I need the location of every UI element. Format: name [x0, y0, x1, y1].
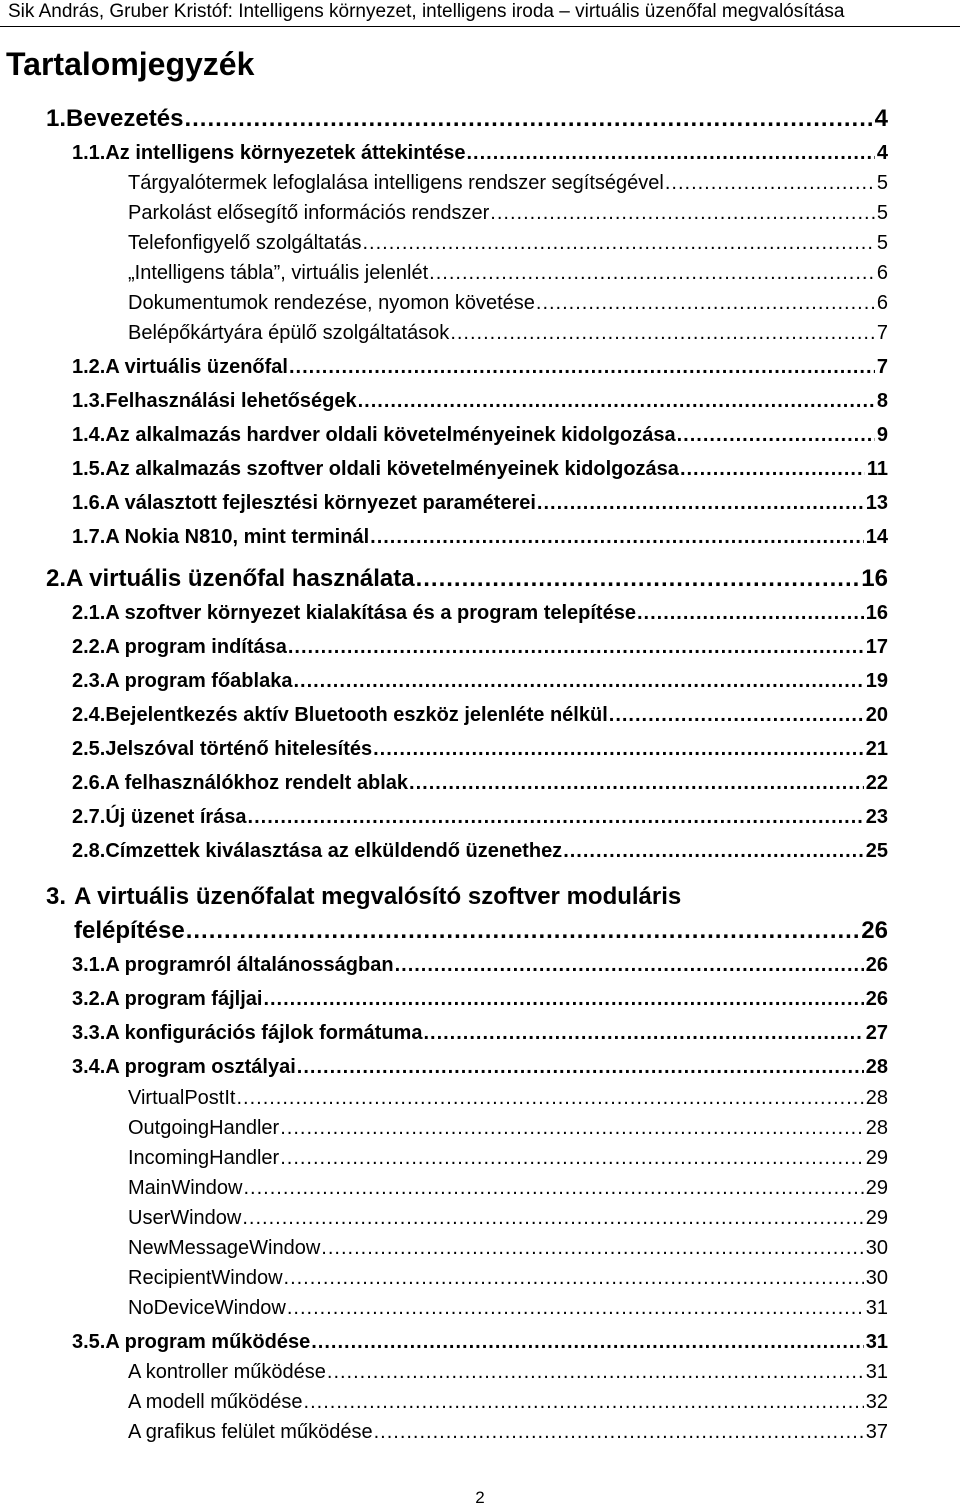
toc-entry-page: 19 — [865, 670, 888, 692]
toc-entry-title: felépítése — [74, 917, 185, 944]
toc-entry-title: „Intelligens tábla”, virtuális jelenlét — [128, 262, 429, 284]
toc-entry-number: 2. — [46, 565, 67, 592]
toc-entry[interactable] — [72, 986, 888, 1012]
toc-entry-page: 5 — [876, 232, 888, 254]
toc-entry-number: 3.5. — [72, 1331, 106, 1353]
toc-entry-leader-dots — [280, 1145, 864, 1171]
toc-entry-leader-dots — [429, 260, 875, 286]
toc-entry[interactable] — [72, 354, 888, 380]
toc-entry[interactable] — [128, 170, 888, 196]
toc-entry-number: 2.3. — [72, 670, 106, 692]
toc-entry-number: 1.2. — [72, 356, 106, 378]
toc-entry[interactable] — [46, 882, 888, 912]
toc-entry[interactable] — [72, 1020, 888, 1046]
toc-entry-title: Parkolást elősegítő információs rendszer — [128, 202, 490, 224]
toc-entry-page: 4 — [876, 142, 888, 164]
toc-entry-leader-dots — [293, 668, 863, 694]
toc-entry-number: 3.2. — [72, 988, 106, 1010]
toc-entry[interactable] — [72, 1329, 888, 1355]
toc-entry[interactable] — [74, 916, 888, 946]
toc-entry-title: Telefonfigyelő szolgáltatás — [128, 232, 362, 254]
toc-entry-page: 31 — [865, 1297, 888, 1319]
toc-entry-page: 20 — [865, 704, 888, 726]
toc-entry-leader-dots — [423, 1020, 863, 1046]
toc-entry-page: 27 — [865, 1022, 888, 1044]
page-header: Sik András, Gruber Kristóf: Intelligens környezet, intelligens iroda – virtuális üzenőfal megvalósítása — [8, 1, 845, 22]
toc-entry[interactable] — [128, 1295, 888, 1321]
toc-entry[interactable] — [72, 952, 888, 978]
toc-entry-leader-dots — [373, 736, 864, 762]
toc-entry-leader-dots — [327, 1359, 864, 1385]
page-number: 2 — [475, 1488, 485, 1507]
toc-entry-title: A program indítása — [105, 636, 287, 658]
toc-entry-number: 2.1. — [72, 602, 106, 624]
toc-entry-number: 1.5. — [72, 458, 106, 480]
toc-entry[interactable] — [72, 1054, 888, 1080]
toc-entry-page: 7 — [876, 322, 888, 344]
toc-entry-leader-dots — [490, 200, 875, 226]
toc-entry-page: 21 — [865, 738, 888, 760]
toc-entry-page: 5 — [876, 202, 888, 224]
toc-entry-title: A virtuális üzenőfal — [105, 356, 288, 378]
toc-entry-number: 1.3. — [72, 390, 106, 412]
toc-entry-leader-dots — [677, 422, 875, 448]
toc-entry-page: 6 — [876, 292, 888, 314]
toc-entry[interactable] — [128, 1205, 888, 1231]
toc-entry-page: 16 — [861, 565, 888, 592]
toc-entry-title: A Nokia N810, mint terminál — [105, 526, 370, 548]
toc-entry-leader-dots — [321, 1235, 863, 1261]
toc-entry-title: UserWindow — [128, 1207, 242, 1229]
toc-entry-title: Belépőkártyára épülő szolgáltatások — [128, 322, 450, 344]
toc-entry-leader-dots — [284, 1265, 864, 1291]
toc-entry-title: Tárgyalótermek lefoglalása intelligens rendszer segítségével — [128, 172, 664, 194]
toc-entry[interactable] — [72, 456, 888, 482]
toc-entry-leader-dots — [236, 1085, 863, 1111]
toc-entry-number: 2.4. — [72, 704, 106, 726]
toc-entry-title: Bejelentkezés aktív Bluetooth eszköz jelenléte nélkül — [105, 704, 608, 726]
toc-entry-title: Az alkalmazás szoftver oldali követelményeinek kidolgozása — [105, 458, 679, 480]
toc-entry-number: 1.6. — [72, 492, 106, 514]
toc-entry-leader-dots — [289, 354, 875, 380]
toc-entry-page: 28 — [865, 1056, 888, 1078]
toc-entry-number: 3. — [46, 883, 67, 910]
toc-entry-number: 1.4. — [72, 424, 106, 446]
toc-entry[interactable] — [128, 1235, 888, 1261]
toc-entry[interactable] — [128, 1115, 888, 1141]
toc-title: Tartalomjegyzék — [6, 46, 255, 82]
toc-entry-number: 2.8. — [72, 840, 106, 862]
toc-entry-page: 30 — [865, 1267, 888, 1289]
toc-entry-title: A virtuális üzenőfal használata — [66, 565, 415, 592]
toc-entry[interactable] — [46, 104, 888, 134]
toc-entry[interactable] — [128, 1389, 888, 1415]
toc-entry-title: RecipientWindow — [128, 1267, 283, 1289]
toc-entry-title: A program fájljai — [105, 988, 263, 1010]
toc-entry-number: 3.4. — [72, 1056, 106, 1078]
toc-entry[interactable] — [128, 290, 888, 316]
toc-entry-leader-dots — [358, 388, 875, 414]
toc-entry-title: A program működése — [105, 1331, 311, 1353]
toc-entry[interactable] — [128, 1419, 888, 1445]
header-rule — [0, 26, 960, 27]
toc-entry-leader-dots — [287, 1295, 864, 1321]
toc-entry-title: OutgoingHandler — [128, 1117, 280, 1139]
toc-entry-leader-dots — [536, 290, 875, 316]
toc-entry-leader-dots — [609, 702, 864, 728]
toc-entry-title: A virtuális üzenőfalat megvalósító szoftver moduláris — [74, 883, 682, 910]
toc-entry-page: 11 — [866, 458, 888, 480]
toc-entry[interactable] — [72, 668, 888, 694]
toc-entry-leader-dots — [280, 1115, 864, 1141]
toc-entry[interactable] — [72, 838, 888, 864]
toc-entry[interactable] — [72, 524, 888, 550]
toc-entry-title: A felhasználókhoz rendelt ablak — [105, 772, 409, 794]
toc-entry[interactable] — [46, 564, 888, 594]
toc-entry-title: Az intelligens környezetek áttekintése — [105, 142, 466, 164]
toc-entry[interactable] — [128, 1359, 888, 1385]
toc-entry-page: 25 — [865, 840, 888, 862]
toc-entry-page: 29 — [865, 1147, 888, 1169]
toc-entry[interactable] — [128, 1085, 888, 1111]
toc-entry-leader-dots — [665, 170, 875, 196]
toc-entry-title: A konfigurációs fájlok formátuma — [105, 1022, 423, 1044]
toc-entry-page: 7 — [876, 356, 888, 378]
toc-entry-page: 8 — [876, 390, 888, 412]
toc-entry-leader-dots — [416, 564, 860, 594]
toc-entry-leader-dots — [450, 320, 875, 346]
toc-entry-page: 32 — [865, 1391, 888, 1413]
toc-entry[interactable] — [128, 1145, 888, 1171]
toc-entry[interactable] — [72, 804, 888, 830]
toc-entry-number: 1. — [46, 105, 67, 132]
toc-entry-leader-dots — [374, 1419, 864, 1445]
toc-entry-title: A szoftver környezet kialakítása és a program telepítése — [105, 602, 636, 624]
toc-entry-title: Dokumentumok rendezése, nyomon követése — [128, 292, 535, 314]
toc-entry[interactable] — [72, 770, 888, 796]
toc-entry-title: A modell működése — [128, 1391, 303, 1413]
toc-entry-page: 17 — [865, 636, 888, 658]
toc-entry-title: Jelszóval történő hitelesítés — [105, 738, 373, 760]
toc-entry-page: 29 — [865, 1207, 888, 1229]
toc-entry-title: A programról általánosságban — [105, 954, 394, 976]
toc-entry[interactable] — [72, 490, 888, 516]
toc-entry-title: A grafikus felület működése — [128, 1421, 373, 1443]
toc-entry-page: 5 — [876, 172, 888, 194]
toc-entry-number: 2.7. — [72, 806, 106, 828]
toc-entry[interactable] — [128, 260, 888, 286]
toc-entry-leader-dots — [311, 1329, 864, 1355]
toc-entry-number: 3.3. — [72, 1022, 106, 1044]
toc-entry-title: A program főablaka — [105, 670, 293, 692]
toc-entry[interactable] — [72, 702, 888, 728]
toc-entry[interactable] — [72, 388, 888, 414]
toc-entry-page: 28 — [865, 1087, 888, 1109]
toc-entry-leader-dots — [263, 986, 863, 1012]
toc-entry-number: 2.6. — [72, 772, 106, 794]
toc-entry-leader-dots — [184, 104, 872, 134]
toc-entry-title: NewMessageWindow — [128, 1237, 321, 1259]
toc-entry[interactable] — [128, 320, 888, 346]
toc-entry-title: Címzettek kiválasztása az elküldendő üzenethez — [105, 840, 563, 862]
toc-entry-page: 4 — [874, 105, 888, 132]
toc-entry-title: MainWindow — [128, 1177, 243, 1199]
toc-entry[interactable] — [128, 1265, 888, 1291]
toc-entry-leader-dots — [248, 804, 864, 830]
toc-entry[interactable] — [128, 230, 888, 256]
toc-entry-number: 1.7. — [72, 526, 106, 548]
toc-entry-leader-dots — [680, 456, 865, 482]
toc-entry-title: A program osztályai — [105, 1056, 296, 1078]
toc-entry-page: 30 — [865, 1237, 888, 1259]
toc-entry[interactable] — [72, 140, 888, 166]
toc-entry-leader-dots — [409, 770, 864, 796]
toc-entry-title: A kontroller működése — [128, 1361, 326, 1383]
toc-entry-title: Az alkalmazás hardver oldali követelményeinek kidolgozása — [105, 424, 676, 446]
toc-entry-page: 22 — [865, 772, 888, 794]
toc-entry-leader-dots — [242, 1205, 863, 1231]
toc-entry-leader-dots — [563, 838, 864, 864]
toc-entry-page: 26 — [861, 917, 888, 944]
toc-entry-page: 29 — [865, 1177, 888, 1199]
toc-entry-title: VirtualPostIt — [128, 1087, 236, 1109]
toc-entry-title: IncomingHandler — [128, 1147, 280, 1169]
toc-entry[interactable] — [128, 200, 888, 226]
toc-entry-page: 13 — [865, 492, 888, 514]
toc-entry[interactable] — [72, 600, 888, 626]
toc-entry-page: 31 — [865, 1331, 888, 1353]
toc-entry-page: 23 — [865, 806, 888, 828]
toc-entry-title: NoDeviceWindow — [128, 1297, 286, 1319]
toc-entry[interactable] — [128, 1175, 888, 1201]
toc-entry-number: 2.5. — [72, 738, 106, 760]
toc-entry-leader-dots — [537, 490, 864, 516]
toc-entry-leader-dots — [362, 230, 874, 256]
toc-entry-leader-dots — [395, 952, 864, 978]
toc-entry-leader-dots — [288, 634, 864, 660]
toc-entry-page: 28 — [865, 1117, 888, 1139]
toc-entry-page: 31 — [865, 1361, 888, 1383]
toc-entry-leader-dots — [243, 1175, 863, 1201]
toc-entry-page: 6 — [876, 262, 888, 284]
toc-entry-title: Új üzenet írása — [105, 806, 247, 828]
toc-entry-page: 26 — [865, 988, 888, 1010]
toc-entry-number: 3.1. — [72, 954, 106, 976]
toc-entry[interactable] — [72, 422, 888, 448]
toc-entry[interactable] — [72, 634, 888, 660]
toc-entry-leader-dots — [186, 916, 860, 946]
toc-entry-number: 1.1. — [72, 142, 106, 164]
toc-entry-page: 26 — [865, 954, 888, 976]
toc-entry-number: 2.2. — [72, 636, 106, 658]
toc-entry-page: 9 — [876, 424, 888, 446]
toc-entry[interactable] — [72, 736, 888, 762]
toc-entry-page: 14 — [865, 526, 888, 548]
toc-entry-leader-dots — [467, 140, 875, 166]
toc-entry-page: 16 — [865, 602, 888, 624]
toc-entry-leader-dots — [370, 524, 864, 550]
toc-entry-title: A választott fejlesztési környezet paraméterei — [105, 492, 536, 514]
toc-entry-leader-dots — [304, 1389, 864, 1415]
toc-entry-page: 37 — [865, 1421, 888, 1443]
toc-entry-leader-dots — [297, 1054, 864, 1080]
toc-entry-title: Bevezetés — [66, 105, 184, 132]
toc-entry-leader-dots — [637, 600, 864, 626]
toc-entry-title: Felhasználási lehetőségek — [105, 390, 357, 412]
